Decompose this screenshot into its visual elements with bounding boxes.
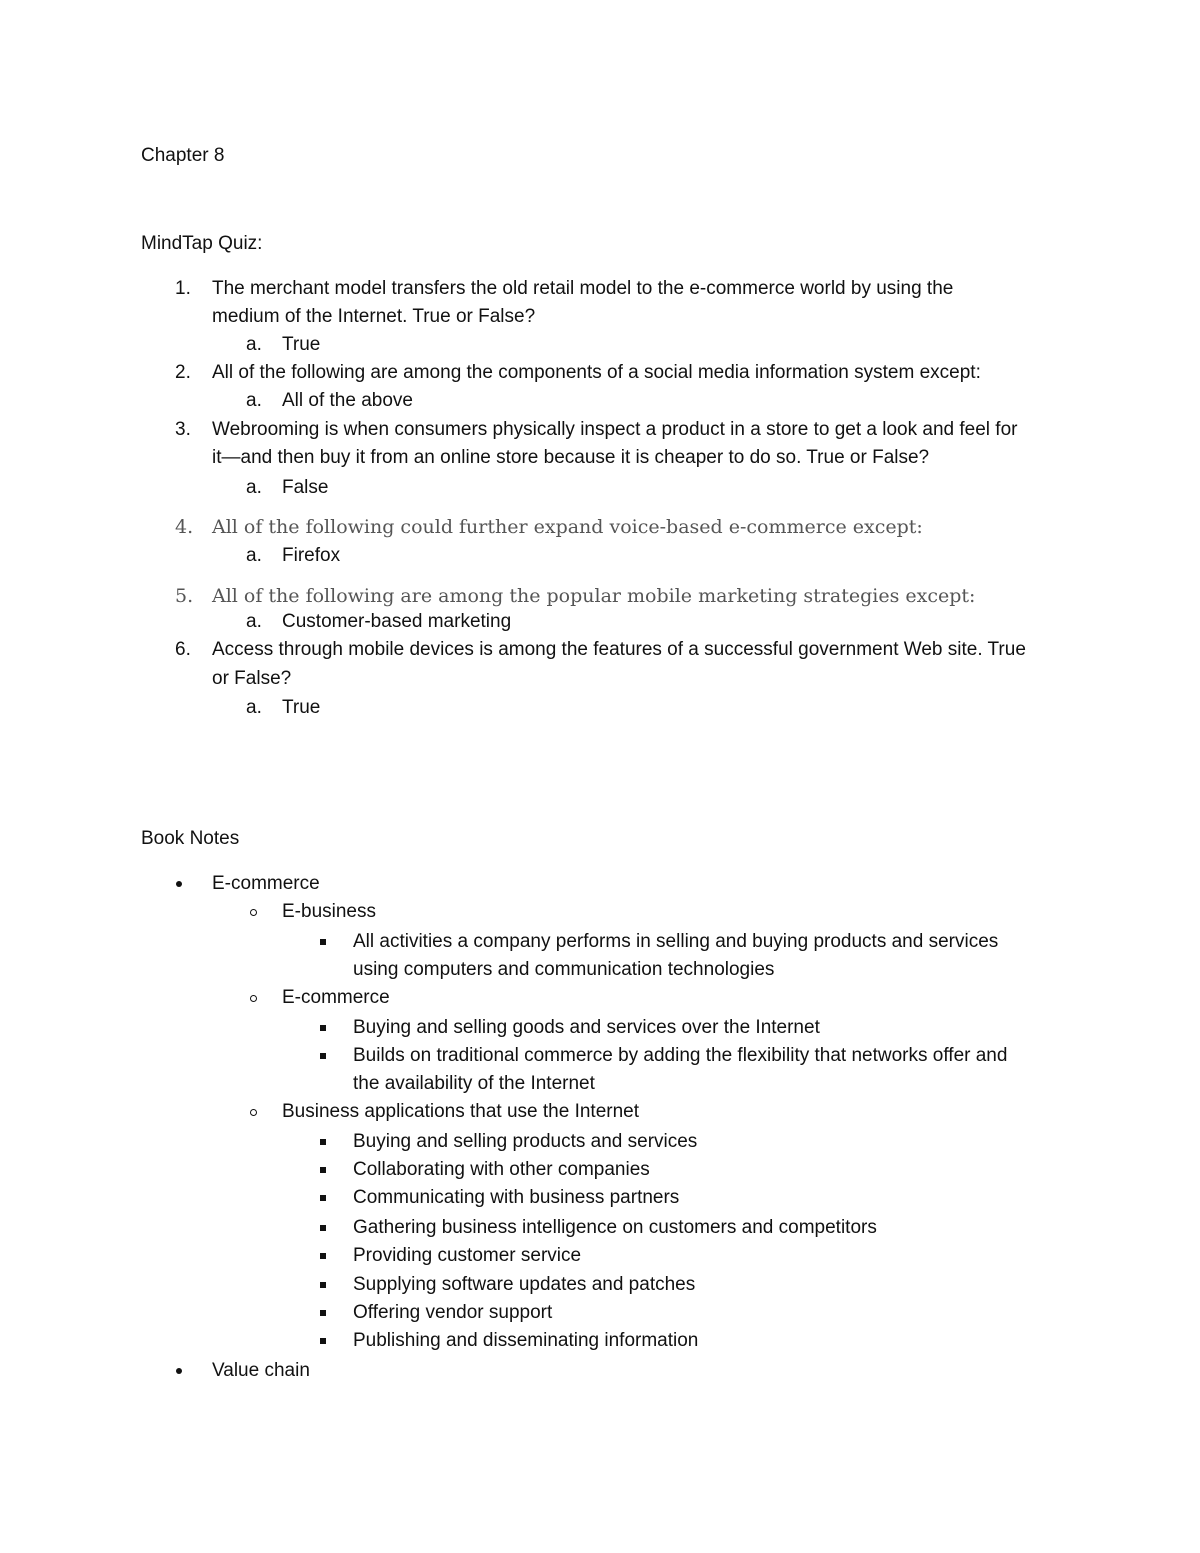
quiz-number: 4. <box>175 516 194 538</box>
quiz-answer: False <box>282 477 329 498</box>
quiz-question-line: The merchant model transfers the old retail model to the e-commerce world by using the <box>212 278 954 299</box>
bullet-circle-icon <box>250 1109 257 1116</box>
bullet-square-icon <box>320 1338 326 1344</box>
answer-letter: a. <box>246 390 262 411</box>
bullet-disc-icon <box>176 881 182 887</box>
bullet-square-icon <box>320 1025 326 1031</box>
bullet-square-icon <box>320 1139 326 1145</box>
note-detail-line: Publishing and disseminating information <box>353 1330 699 1351</box>
notes-heading: Book Notes <box>141 828 240 849</box>
note-detail-line: Builds on traditional commerce by adding the flexibility that networks offer and <box>353 1045 1008 1066</box>
quiz-question-line: or False? <box>212 668 292 689</box>
bullet-circle-icon <box>250 995 257 1002</box>
note-detail-line: Collaborating with other companies <box>353 1159 650 1180</box>
answer-letter: a. <box>246 611 262 632</box>
bullet-square-icon <box>320 1282 326 1288</box>
bullet-square-icon <box>320 1195 326 1201</box>
chapter-title: Chapter 8 <box>141 145 225 166</box>
note-detail-line: the availability of the Internet <box>353 1073 595 1094</box>
note-detail-line: Offering vendor support <box>353 1302 553 1323</box>
quiz-number: 6. <box>175 639 191 660</box>
quiz-number: 3. <box>175 419 191 440</box>
answer-letter: a. <box>246 334 262 355</box>
quiz-question-line: All of the following could further expand voice-based e-commerce except: <box>212 516 923 538</box>
quiz-question-line: All of the following are among the components of a social media information system except: <box>212 362 981 383</box>
note-detail-line: Gathering business intelligence on customers and competitors <box>353 1217 877 1238</box>
quiz-answer: True <box>282 697 321 718</box>
quiz-answer: True <box>282 334 321 355</box>
answer-letter: a. <box>246 545 262 566</box>
note-detail-line: Providing customer service <box>353 1245 582 1266</box>
quiz-answer: Firefox <box>282 545 341 566</box>
answer-letter: a. <box>246 477 262 498</box>
bullet-square-icon <box>320 1225 326 1231</box>
quiz-question-line: it—and then buy it from an online store because it is cheaper to do so. True or False? <box>212 447 930 468</box>
bullet-square-icon <box>320 1053 326 1059</box>
note-subitem-ecommerce: E-commerce <box>282 987 390 1008</box>
note-subitem-ebusiness: E-business <box>282 901 376 922</box>
answer-letter: a. <box>246 697 262 718</box>
note-detail-line: using computers and communication technologies <box>353 959 775 980</box>
bullet-disc-icon <box>176 1368 182 1374</box>
quiz-heading: MindTap Quiz: <box>141 233 263 254</box>
quiz-number: 1. <box>175 278 191 299</box>
quiz-number: 2. <box>175 362 191 383</box>
quiz-answer: Customer-based marketing <box>282 611 512 632</box>
note-detail-line: Buying and selling goods and services over the Internet <box>353 1017 820 1038</box>
bullet-square-icon <box>320 939 326 945</box>
note-detail-line: Communicating with business partners <box>353 1187 680 1208</box>
quiz-question-line: medium of the Internet. True or False? <box>212 306 536 327</box>
note-item-value-chain: Value chain <box>212 1360 310 1381</box>
note-item-ecommerce: E-commerce <box>212 873 320 894</box>
note-detail-line: Buying and selling products and services <box>353 1131 698 1152</box>
bullet-circle-icon <box>250 909 257 916</box>
quiz-answer: All of the above <box>282 390 413 411</box>
bullet-square-icon <box>320 1253 326 1259</box>
quiz-question-line: Webrooming is when consumers physically inspect a product in a store to get a look and feel for <box>212 419 1018 440</box>
quiz-question-line: Access through mobile devices is among the features of a successful government Web site. True <box>212 639 1026 660</box>
bullet-square-icon <box>320 1167 326 1173</box>
note-subitem-business-apps: Business applications that use the Internet <box>282 1101 640 1122</box>
quiz-number: 5. <box>175 585 194 607</box>
note-detail-line: Supplying software updates and patches <box>353 1274 696 1295</box>
note-detail-line: All activities a company performs in selling and buying products and services <box>353 931 999 952</box>
bullet-square-icon <box>320 1310 326 1316</box>
quiz-question-line: All of the following are among the popular mobile marketing strategies except: <box>212 585 976 607</box>
